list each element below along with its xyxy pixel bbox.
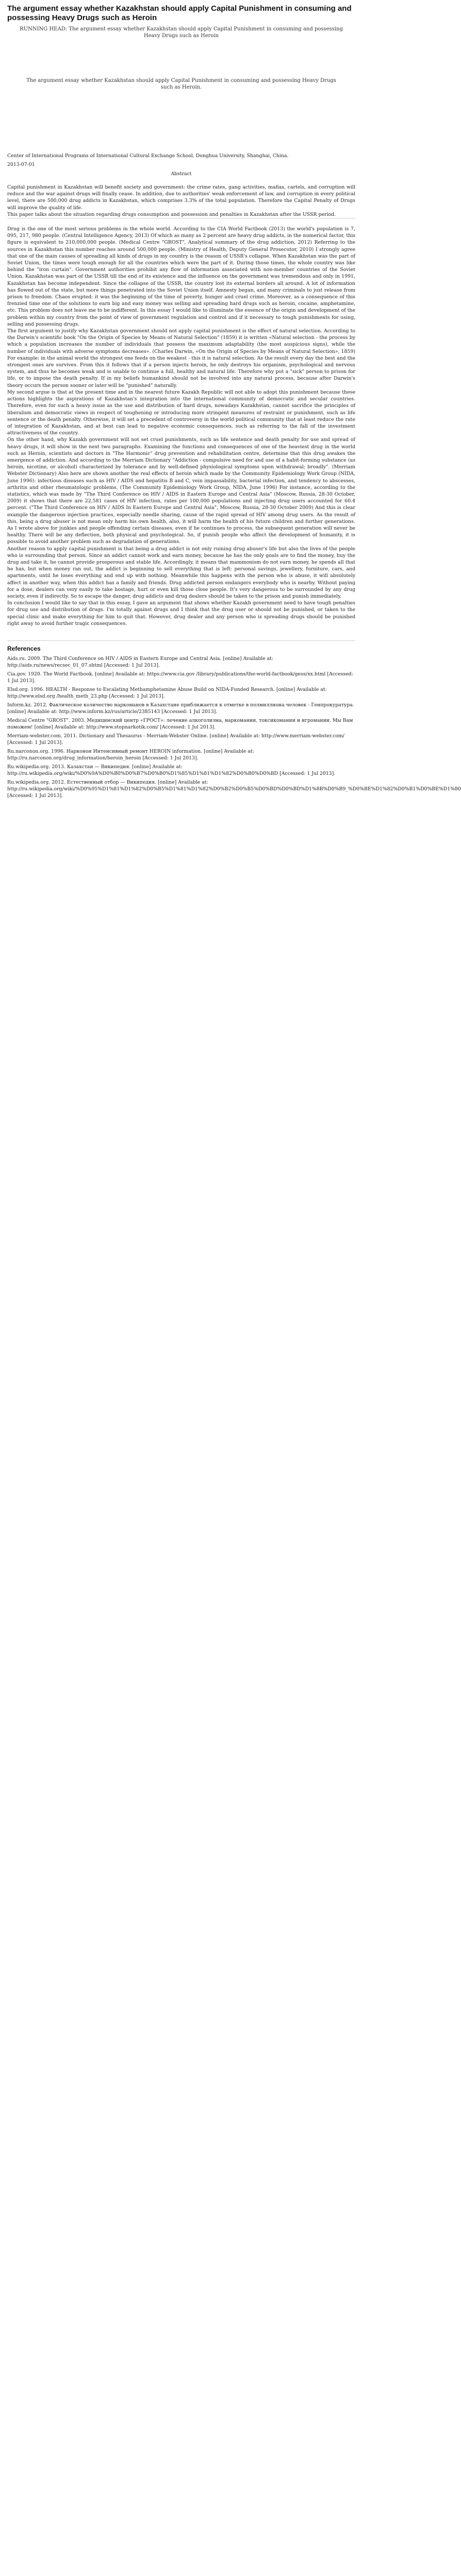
reference-item: Aids.ru. 2009. The Third Conference on HIV / AIDS in Eastern Europe and Central Asia. [online] Available at: http://aids.ru/news/recsec_01_07.shtml [Accessed: 1 Jul 2013]. [7,656,274,668]
reference-item: Ru.narconon.org. 1996. Нарконон Интенсивный ремонт HEROIN information. [online] Available at: http://ru.narconon.org/drug_information/heroin_heroin [Accessed: 1 Jul 2013]. [7,749,254,761]
body-paragraph: Drug is the one of the most serious problems in the whole world. According to the CIA World Factbook (2013) the world's population is 7, 095, 217, 980 people. (Central Intelligence Agency, 2013) Of which as many as 2 percent are heavy drug addicts, in the numerical factor, this figure is equivalent to 210,000,000 people. (Medical Centre "GROST", Analytical summary of the drug addiction, 2012) Referring to the sources in Kazakhstan this number reaches around 500,000 people. (Ministry of Health, Deputy General Prosecutor, 2010) I strongly agree that one of the main causes of spreading all kinds of drugs in my country is the reason of USSR's collapse. When Kazakhstan was the part of Soviet Union, the times were tough enough for all the countries which were the part of it. During those times, the whole country was like behind the "iron curtain". Government authorities prohibit any flow of information associated with non-member countries of the Soviet Union. Kazakhstan was part of the USSR till the end of its existence and the influence on the government was tremendous and only in 1991, Kazakhstan has become independent. Since the collapse of the USSR, the country lost its external borders all around. A lot of information has flowed out of the state, but more things penetrated into the Soviet Union itself. Amnesty began, and many criminals to just release from prison to freedom. Chaos erupted: it was the beginning of the time of poverty, hunger and cruel crime. Moreover, as a consequence of this frenzied time one of the solutions to earn big and easy money was selling and spreading hard drugs such as heroin, cocaine, amphetamine, etc. This problem does not leave me to be indifferent. In this essay I would like to illuminate the essence of the origin and development of the problem within my country from the point of view of government regulation and control and if it necessary to tough punishments for using, selling and possessing drugs. [7,226,355,327]
spacer [7,39,355,77]
body-paragraph: On the other hand, why Kazakh government will not set cruel punishments, such as life sentence and death penalty for use and spread of heavy drugs, it will show in the next two paragraphs. Examining the functions and consequences of one of the heaviest drug in the world such as Heroin, scientists and doctors in "The Harmonic" drug prevention and rehabilitation centre, determine that this drug awakes the emergence of addiction. And according to the Merriam Dictionary "Addiction - compulsive need for and use of a habit-forming substance (as heroin, nicotine, or alcohol) characterized by tolerance and by well-defined physiological symptoms upon withdrawal; broadly". (Merriam Webster Dictionary) Also here are shown another the real effects of heroin which made by the Community Epidemiology Work Group (NIDA, June 1996): infectious diseases such as HIV / AIDS and hepatitis B and C, vein impassability, bacterial infection, and tendency to abscesses, arthritis and other rheumatologic problems. (The Community Epidemiology Work Group, NIDA, June 1996) For instance, according to the statistics, which was made by "The Third Conference on HIV / AIDS in Eastern Europe and Central Asia" (Moscow, Russia, 28-30 October, 2009) it shows that there are 22,581 cases of HIV infection, rates per 100,000 populations and injecting drug users accounted for 60.4 percent. ("The Third Conference on HIV / AIDS In Eastern Europe and Central Asia", Moscow, Russia, 28-30 October 2009) And this is clear example the dangerous injection practices, especially needle sharing, cause of the rapid spread of HIV among drug users. As the result of this, being a drug abuser is not mean only harm his own health, also, it will harm the health of his future children and further generations. As I wrote above for junkies and people offending certain diseases, even if he continues to process, the subsequent generation will never be healthy. There will be any deflection, both physical and psychological. So, if punish people who affect the development of humanity, it is possible to avoid another problem such as degradation of generations. [7,437,355,545]
body-paragraph: My second argue is that at the present time and in the nearest future Kazakh Republic will not able to adopt this punishment because these actions highlights the aspirations of Kazakhstan's integration into the international community of democratic and secular countries. Therefore, even for such a heavy issue as the use and distribution of hard drugs, nowadays Kazakhstan, cannot sacrifice the principles of liberalism and democratic views in respect of toughening or introducing more stringent measures of restraint or punishment, such as life sentence or the death penalty. Otherwise, it will set a precedent of controversy in the world political community that at least reduce the rate of integration of Kazakhstan, and at best can lead to negative economic consequences, such as referring to the fall of the investment attractiveness of the country. [7,389,355,436]
reference-item: Merriam-webster.com. 2011. Dictionary and Thesaurus - Merriam-Webster Online. [online] Available at: http://www.merriam-webster.com/ [Accessed: 1 Jul 2013]. [7,733,344,745]
references-list [7,655,461,799]
running-head: RUNNING HEAD: The argument essay whether Kazakhstan should apply Capital Punishment in consuming and possessing Heavy Drugs such as Heroin [20,26,343,39]
abstract-heading: Abstract [171,171,192,177]
reference-item: Inform.kz. 2012. Фактическое количество наркоманов в Казахстане приближается к отметке в полмиллиона человек - Генпрокуратура. [online] Available at: http://www.inform.kz/rus/article/2385143 [Accessed: 1 Jul 2013]. [7,702,354,715]
reference-item: Cia.gov. 1920. The World Factbook. [online] Available at: https://www.cia.gov /library/publications/the-world-factbook/geos/xx.html [Accessed: 1 Jul 2013]. [7,671,353,684]
date: 2013-07-01 [7,162,35,167]
body-paragraph: Another reason to apply capital punishment is that being a drug addict is not only ruining drug abuser's life but also the lives of the people who is surrounding that person. Since an addict cannot work and earn money, because he has the only goals are to find the money, buy the drug and take it, he cannot provide prosperous and stable life. Accordingly, it means that mammonism do not earn money, he spends all that he has, but when money ran out, the addict is beginning to sell everything that is left: personal savings, jewellery, furniture, cars, and apartments, until he loses everything and end up with nothing. Meanwhile this happens with the person who is abuse, it will absolutely affect in another way, when this addict has a family and friends. Drug addicted person endangers everybody who is nearby. Without paying for a dose, dealers can very easily to take hostage, hurt or even kill those close people. It's very dangerous to be surrounded by any drug society, even if indirectly. So to escape the danger, drug addicts and drug dealers should be taken to the prison and punish immediately. [7,546,355,599]
affiliation: Center of International Programs of International Cultural Exchange School, Donghua University, Shanghai, China. [7,153,289,159]
body-paragraph: The first argument to justify why Kazakhstan government should not apply capital punishment is the effect of natural selection. According to the Darwin's scientific book "On the Origin of Species by Means of Natural Selection" (1859) it is written «Natural selection - the process by which a population increases the number of individuals that possess the maximum adaptability (the most auspicious signs), while the number of individuals with adverse symptoms decreases». (Charles Darwin, «On the Origin of Species by Means of Natural Selection», 1859) For example: in the animal world the strongest one feeds on the weakest - this it is natural selection. As the result every day the best and the strongest ones are survives. From this it follows that if a person injects heroin, he only destroys his organism, psychological and nervous system, and thus he becomes weak and is unable to continue a full, healthy and natural life. Therefore why put a "sick" person to prison for life, or to impose the death penalty. If in my beliefs humankind should not be involved into any natural process, because after Darwin's theory occurs the person sooner or later will be "punished" naturally. [7,328,355,388]
abstract-paragraph: This paper talks about the situation regarding drugs consumption and possession and penalties in Kazakhstan after the USSR period. [7,211,336,217]
reference-item: Medical Centre "GROST". 2003. Медицинский центр «ГРОСТ»: лечение алкоголизма, наркомании, токсикомании и игромании. Мы Вам поможем! [online] Available at: http://www.stopnarkotik.com/ [Accessed: 1 Jul 2013]. [7,718,353,730]
reference-item: Elsd.org. 1996. HEALTH - Response to Escalating Methamphetamine Abuse Build on NIDA-Funded Research. [online] Available at: http://www.elsd.org /health_meth_23.php [Accessed: 1 Jul 2013]. [7,687,327,699]
page-title: The argument essay whether Kazakhstan should apply Capital Punishment in consuming and possessing Heavy Drugs such as Heroin [7,4,352,22]
reference-item: Ru.wikipedia.org. 2012. Естественный отбор — Википедия. [online] Available at: http://ru.wikipedia.org/wiki/%D0%95%D1%81%D1%82%D0%B5%D1%81%D1%82%D0%B2%D0%B5%D0%BD%D0%BD%D1%8B%D0%B9_%D0%BE%D1%82%D0%B1%D0%BE%D1%80 [Accessed: 1 Jul 2013]. [7,779,461,799]
essay-heading: The argument essay whether Kazakhstan should apply Capital Punishment in consuming and possessing Heavy Drugs such as Heroin. [26,78,336,90]
abstract-paragraph: Capital punishment in Kazakhstan will benefit society and government: the crime rates, gang activities, mafias, cartels, and corruption will reduce and the war against drugs will finally cease. In addition, due to authorities' weak enforcement of law, and corruption in every political level, there are 500,000 drug addicts in Kazakhstan, which comprises 3.3% of the total population. Therefore the Capital Penalty of Drugs will improve the quality of life. [7,184,355,211]
body-paragraph: In conclusion I would like to say that in this essay, I gave an argument that shows whether Kazakh government need to have tough penalties for drug use and distribution of drugs. I'm totally against drugs and I think that the drug user or should not be punished, or taken to the special clinic and make everything for him to quit that. However, drug dealer and any person who is spreading drugs should be punished right away to avoid further tragic consequences. [7,600,355,626]
references-heading: References [7,645,41,652]
reference-item: Ru.wikipedia.org. 2013. Казахстан — Википедия. [online] Available at: http://ru.wikipedia.org/wiki/%D0%9A%D0%B0%D0%B7%D0%B0%D1%85%D1%81%D1%82%D0%B0%D0%BD [Accessed: 1 Jul 2013]. [7,764,336,776]
